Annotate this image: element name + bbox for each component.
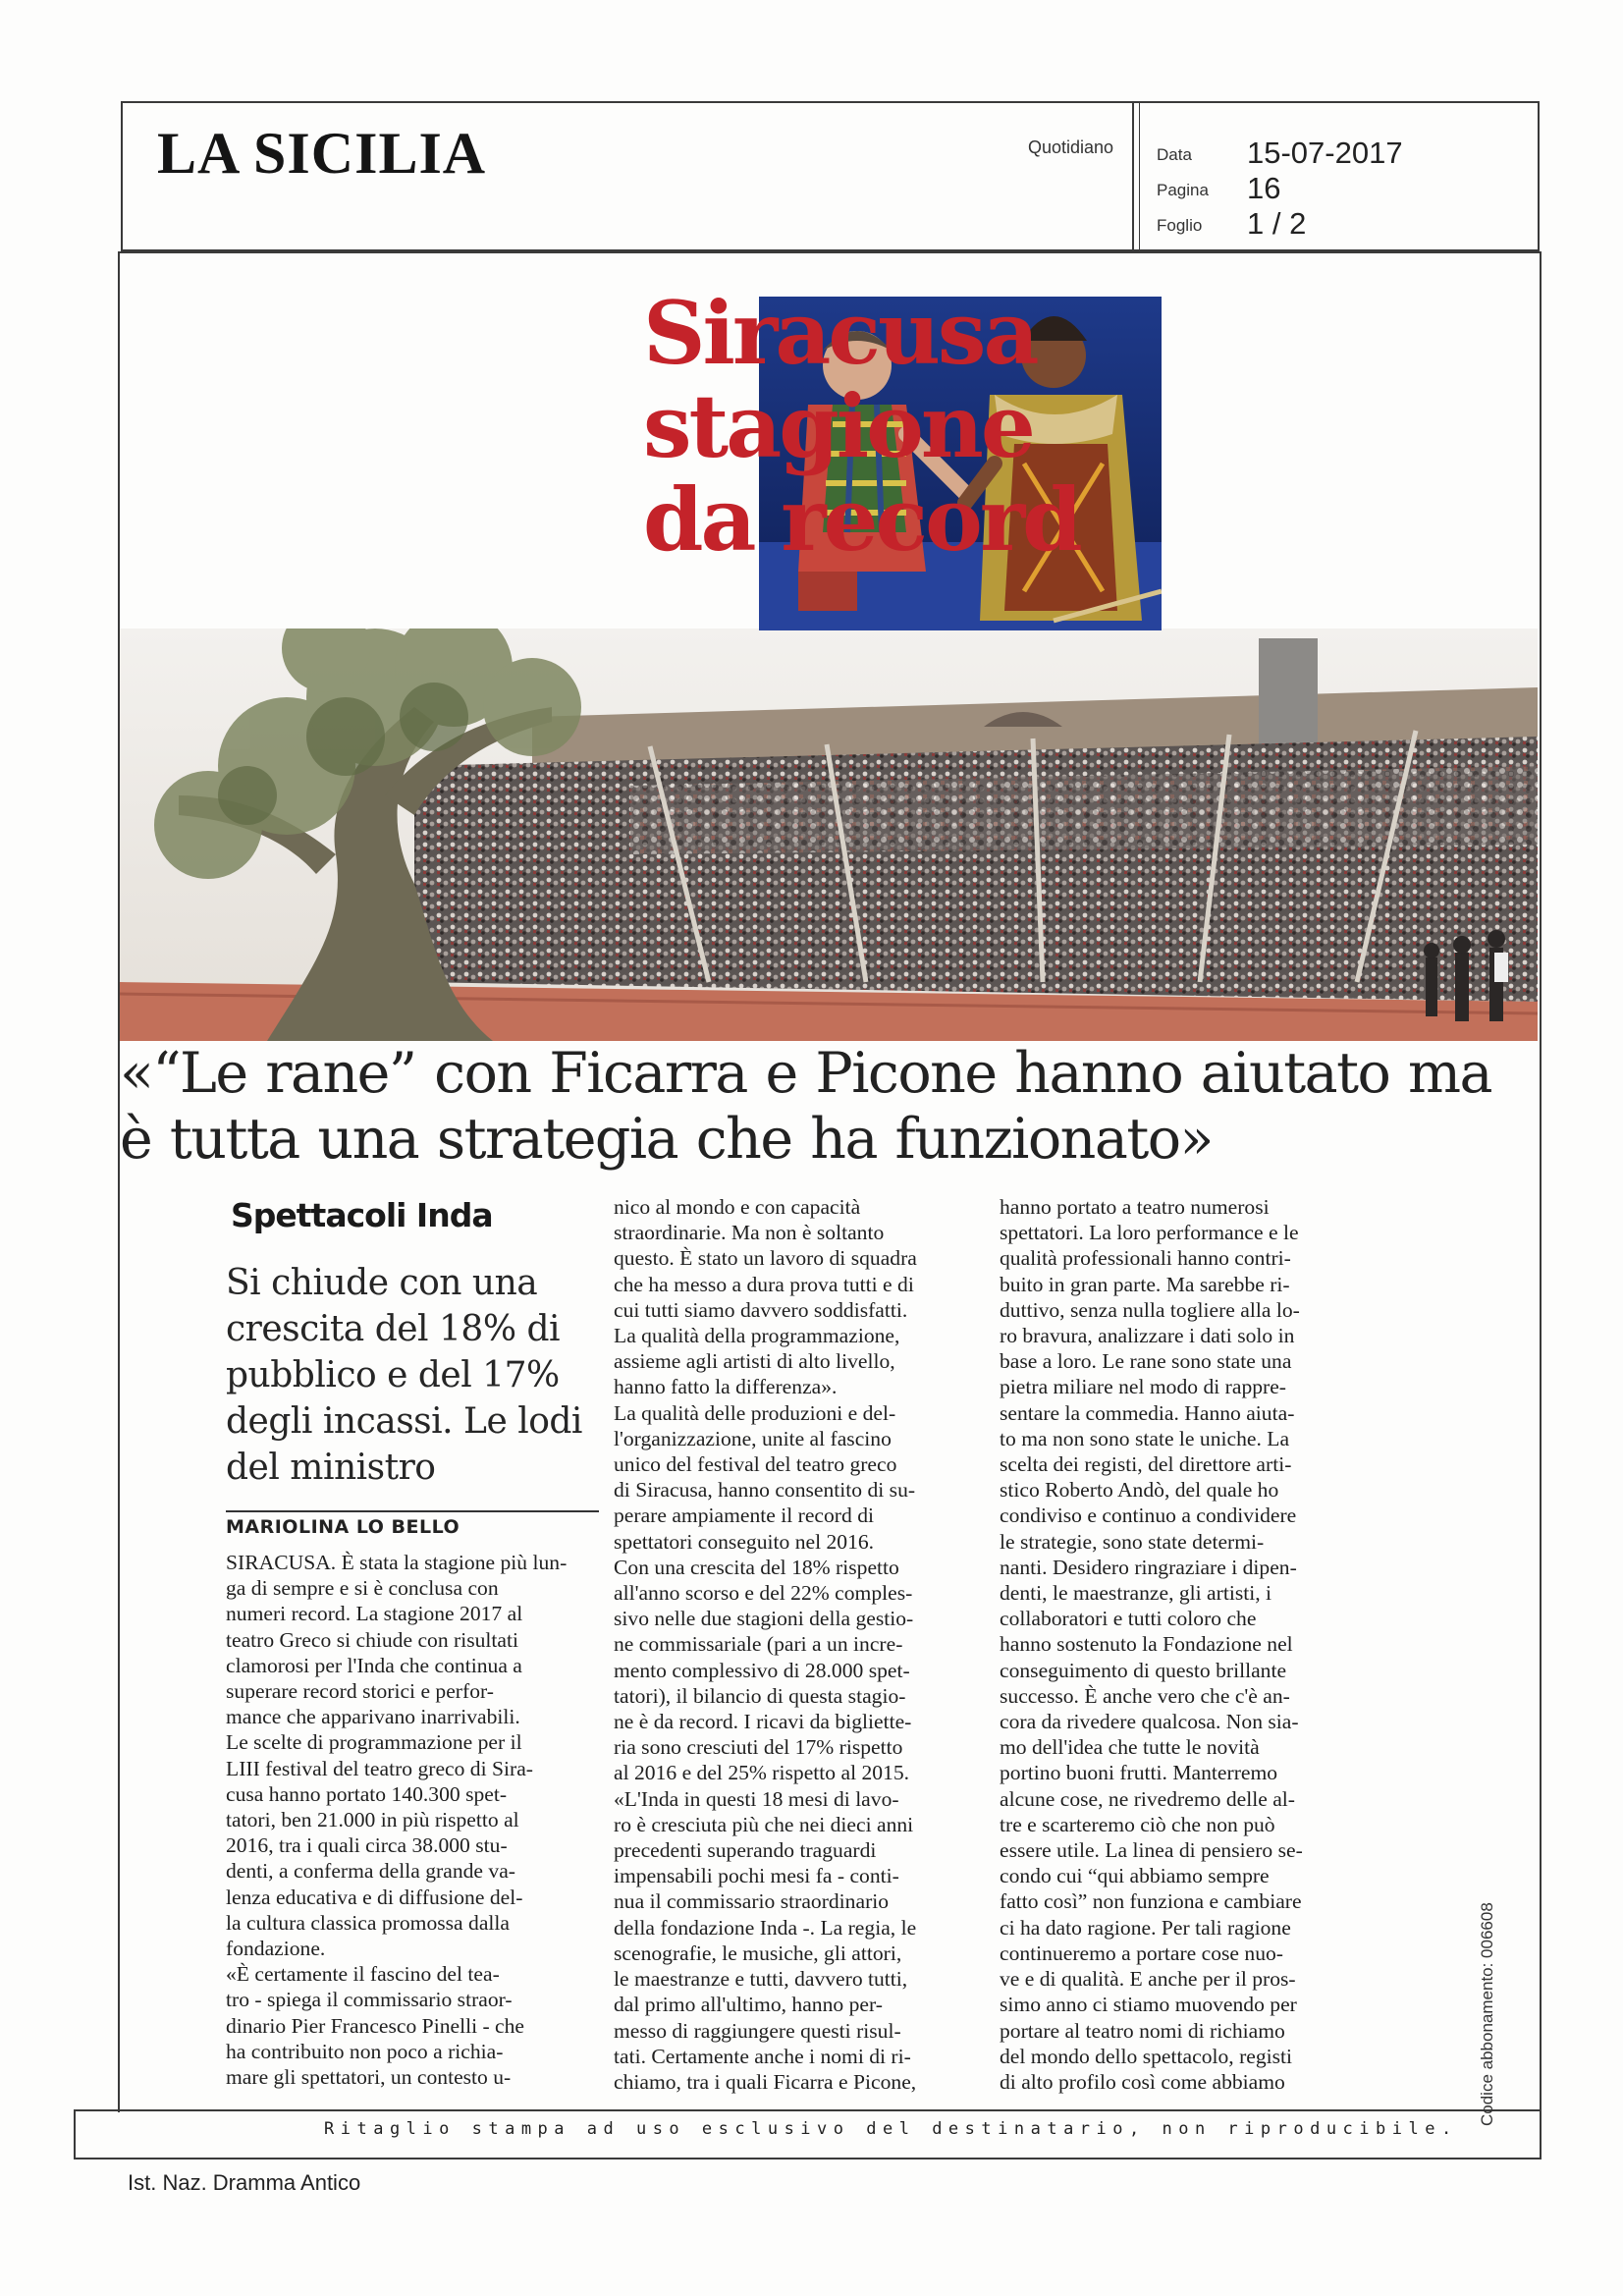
sheet-value: 1 / 2 xyxy=(1247,206,1307,241)
theatre-audience-photo xyxy=(120,629,1538,1041)
body-column-2: nico al mondo e con capacità straordinarie. Ma non è soltanto questo. È stato un lavoro di squadra che ha messo a dura prova tutti e di cui tutti siamo davvero soddisfatti. La qualità della programmazione, assieme agli artisti di alto livello, hanno fatto la differenza». La qualità delle produzioni e del- l'organizzazione, unite al fascino unico del festival del teatro greco di Siracusa, hanno consentito di su- perare ampiamente il record di spettatori conseguito nel 2016. Con una crescita del 18% rispetto all'anno scorso e del 22% comples- sivo nelle due stagioni della gestio- ne commissariale (pari a un incre- mento complessivo di 28.000 spet- tatori), il bilancio di questa stagio- ne è da record. I ricavi da bigliette- ria sono cresciuti del 17% rispetto al 2016 e del 25% rispetto al 2015. «L'Inda in questi 18 mesi di lavo- ro è cresciuta più che nei dieci anni precedenti superando traguardi impensabili pochi mesi fa - conti- nua il commissario straordinario della fondazione Inda -. La regia, le scenografie, le musiche, gli attori, le maestranze e tutti, davvero tutti, dal primo all'ultimo, hanno per- messo di raggiungere questi risul- tati. Certamente anche i nomi di ri- chiamo, tra i quali Ficarra e Picone, xyxy=(614,1195,917,2094)
byline-rule xyxy=(226,1510,599,1512)
section-label: Spettacoli Inda xyxy=(231,1196,493,1234)
date-value: 15-07-2017 xyxy=(1247,136,1403,170)
main-headline: «“Le rane” con Ficarra e Picone hanno aiutato ma è tutta una strategia che ha funzionato» xyxy=(120,1041,1491,1172)
body-column-3: hanno portato a teatro numerosi spettatori. La loro performance e le qualità professionali hanno contri- buito in gran parte. Ma sarebbe ri- duttivo, senza nulla togliere alla lo- ro bravura, analizzare i dati solo in base a loro. Le rane sono state una pietra miliare nel modo di rappre- sentare la commedia. Hanno aiuta- to ma non sono state le uniche. La scelta dei registi, del direttore arti- stico Roberto Andò, del quale ho condiviso e continuo a condividere le strategie, sono state determi- nanti. Desidero ringraziare i dipen- denti, le maestranze, gli artisti, i collaboratori e tutti coloro che hanno sostenuto la Fondazione nel conseguimento di questo brillante successo. È anche vero che c'è an- cora da rivedere qualcosa. Non sia- mo dell'idea che tutte le novità portino buoni frutti. Manterremo alcune cose, ne rivedremo delle al- tre e scarteremo ciò che non può essere utile. La linea di pensiero se- condo cui “qui abbiamo sempre fatto così” non funziona e cambiare ci ha dato ragione. Per tali ragione continueremo a portare cose nuo- ve e di qualità. E anche per il pros- simo anno ci stiamo muovendo per portare al teatro nomi di richiamo del mondo dello spettacolo, registi di alto profilo così come abbiamo xyxy=(1000,1195,1303,2094)
page-label: Pagina xyxy=(1157,181,1209,199)
header-divider xyxy=(1139,101,1140,251)
recipient-name: Ist. Naz. Dramma Antico xyxy=(128,2170,361,2195)
date-label: Data xyxy=(1157,145,1192,164)
sheet-label: Foglio xyxy=(1157,216,1203,235)
masthead: LA SICILIA xyxy=(157,121,487,186)
article-deck: Si chiude con una crescita del 18% di pubblico e del 17% degli incassi. Le lodi del ministro xyxy=(226,1263,582,1488)
page-value: 16 xyxy=(1247,171,1281,205)
subscription-code: Codice abbonamento: 006608 xyxy=(1478,1902,1496,2126)
kicker-headline: Siracusa stagione da record xyxy=(643,282,1080,571)
reproduction-disclaimer: Ritaglio stampa ad uso esclusivo del destinatario, non riproducibile. xyxy=(324,2119,1458,2139)
body-column-1: SIRACUSA. È stata la stagione più lun- ga di sempre e si è conclusa con numeri record. La stagione 2017 al teatro Greco si chiude con risultati clamorosi per l'Inda che continua a superare record storici e perfor- mance che apparivano inarrivabili. Le scelte di programmazione per il LIII festival del teatro greco di Sira- cusa hanno portato 140.300 spet- tatori, ben 21.000 in più rispetto al 2016, tra i quali circa 38.000 stu- denti, a conferma della grande va- lenza educativa e di diffusione del- la cultura classica promossa dalla fondazione. «È certamente il fascino del tea- tro - spiega il commissario straor- dinario Pier Francesco Pinelli - che ha contribuito non poco a richia- mare gli spettatori, un contesto u- xyxy=(226,1551,568,2090)
article-frame-left xyxy=(118,251,120,2112)
periodicity-label: Quotidiano xyxy=(1028,137,1114,157)
header-divider xyxy=(1132,101,1134,251)
byline: MARIOLINA LO BELLO xyxy=(226,1516,460,1538)
article-frame-right xyxy=(1540,251,1542,2112)
article-frame-top xyxy=(118,251,1542,253)
